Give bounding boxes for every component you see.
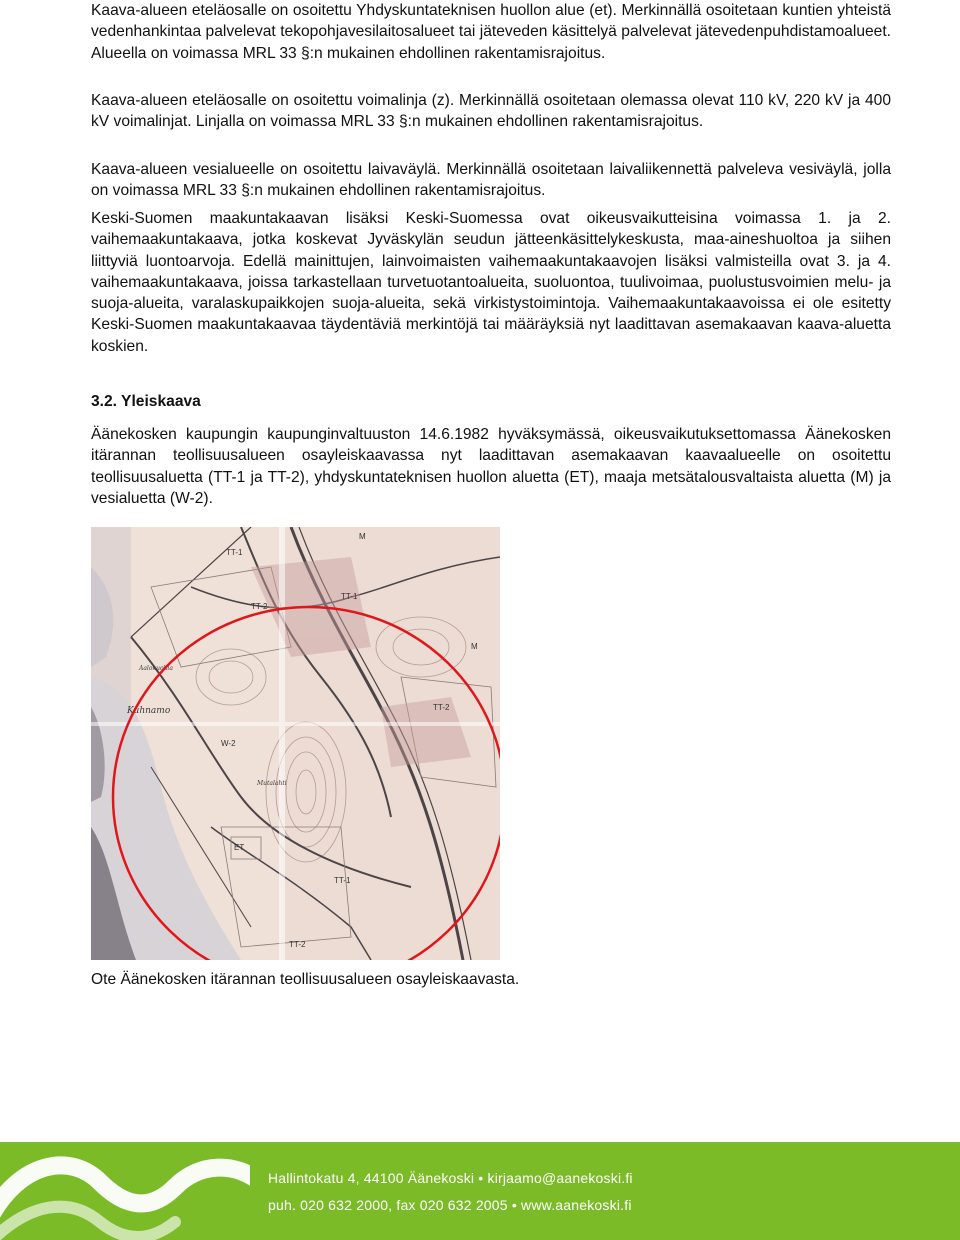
city-logo-icon: [0, 1142, 250, 1240]
map-label-tt2-right: TT-2: [433, 703, 450, 712]
footer-contact: puh. 020 632 2000, fax 020 632 2005 • www.aanekoski.fi: [268, 1197, 632, 1213]
paragraph-power-line: Kaava-alueen eteläosalle on osoitettu voimalinja (z). Merkinnällä osoitetaan olemassa olevat 110 kV, 220 kV ja 400 kV voimalinjat. Linjalla on voimassa MRL 33 §:n mukainen ehdollinen rakentamisrajoitus.: [91, 92, 891, 131]
figure-caption: Ote Äänekosken itärannan teollisuusalueen osayleiskaavasta.: [91, 971, 520, 988]
map-label-tt2-top: TT-2: [251, 602, 268, 611]
paragraph-et-area: Kaava-alueen eteläosalle on osoitettu Yhdyskuntateknisen huollon alue (et). Merkinnällä osoitetaan kuntien yhteistä vedenhankintaa palvelevat tekopohjavesilaitosalueet tai jäteveden käsittelyä palvelevat jätevedenpuhdistamoalueet. Alueella on voimassa MRL 33 §:n mukainen ehdollinen rakentamisrajoitus.: [91, 2, 891, 62]
map-label-et: ET: [234, 843, 245, 852]
section-heading: 3.2. Yleiskaava: [91, 393, 201, 410]
map-label-m-right: M: [471, 642, 478, 651]
map-label-m-top: M: [359, 532, 366, 541]
map-place-kuhnamo: Kuhnamo: [127, 706, 171, 716]
map-label-tt1-top: TT-1: [226, 548, 243, 557]
map-drawing: [91, 527, 500, 960]
map-label-tt2-bottom: TT-2: [289, 940, 306, 949]
paragraph-regional-plans: Keski-Suomen maakuntakaavan lisäksi Keski-Suomessa ovat oikeusvaikutteisina voimassa 1. ja 2. vaihemaakuntakaava, jotka koskevat Jyväskylän seudun jätteenkäsittelykeskusta, maa-aineshuoltoa ja siihen liittyviä luontoarvoja. Edellä mainittujen, lainvoimaisten vaihemaakuntakaavojen lisäksi valmisteilla ovat 3. ja 4. vaihemaakuntakaava, joissa tarkastellaan turvetuotantoalueita, suoluontoa, tuulivoimaa, puolustusvoimien melu- ja suoja-alueita, varalaskupaikkojen suoja-alueita, sekä virkistystoimintoja. Vaihemaakuntakaavoissa ei ole esitetty Keski-Suomen maakuntakaavaa täydentäviä merkintöjä tai määräyksiä nyt laadittavan asemakaavan kaava-aluetta koskien.: [91, 210, 891, 355]
map-label-w2: W-2: [221, 739, 236, 748]
map-place-left: Aalokuohla: [139, 665, 173, 672]
footer-bar: [0, 1142, 960, 1240]
paragraph-shipping-lane: Kaava-alueen vesialueelle on osoitettu laivaväylä. Merkinnällä osoitetaan laivaliikennettä palveleva vesiväylä, jolla on voimassa MRL 33 §:n mukainen ehdollinen rakentamisrajoitus.: [91, 161, 891, 200]
footer-address: Hallintokatu 4, 44100 Äänekoski • kirjaamo@aanekoski.fi: [268, 1170, 633, 1186]
master-plan-map: [91, 527, 500, 960]
map-label-tt1-bottom: TT-1: [334, 876, 351, 885]
map-place-mid: Mutalahti: [257, 780, 287, 787]
paragraph-master-plan: Äänekosken kaupungin kaupunginvaltuuston 14.6.1982 hyväksymässä, oikeusvaikutuksettomassa Äänekosken itärannan teollisuusalueen osayleiskaavassa nyt laadittavan asemakaavan kaavaalueelle on osoitettu teollisuusaluetta (TT-1 ja TT-2), yhdyskuntateknisen huollon aluetta (ET), maaja metsätalousvaltaista aluetta (M) ja vesialuetta (W-2).: [91, 426, 891, 507]
map-label-tt1-mid: TT-1: [341, 592, 358, 601]
